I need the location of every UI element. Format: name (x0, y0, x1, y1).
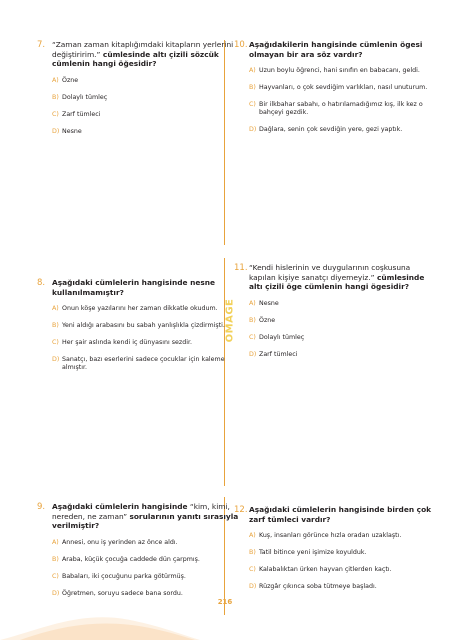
question-7 (37, 40, 242, 145)
option-c[interactable]: C) Kalabalıktan ürken hayvan çitlerden kaçtı. (249, 566, 392, 574)
stem-quote: “kim, kimi, nereden, ne zaman” (52, 502, 230, 521)
question-stem (249, 263, 439, 292)
option-a[interactable]: A) Uzun boylu öğrenci, hani sınıfın en babacanı, geldi. (249, 67, 420, 75)
option-a[interactable]: A) Nesne (249, 299, 279, 307)
option-b[interactable]: B) Yeni aldığı arabasını bu sabah yanlışlıkla çizdirmişti. (52, 322, 225, 330)
decorative-swirl (0, 600, 200, 640)
question-number: 11. (234, 263, 248, 273)
option-d[interactable]: D) Rüzgâr çıkınca soba tütmeye başladı. (249, 583, 377, 591)
question-number: 9. (37, 502, 46, 512)
option-c[interactable]: C) Bir ilkbahar sabahı, o hatırılamadığımız kış, ilk kez o bahçeyi gezdik. (249, 101, 423, 117)
option-c[interactable]: C) Dolaylı tümleç (249, 333, 305, 341)
stem-question: cümlesinde altı çizili sözcük cümlenin hangi öğesidir? (52, 49, 219, 69)
option-d[interactable]: D) Dağlara, senin çok sevdiğin yere, gezi yaptık. (249, 126, 403, 134)
question-stem (52, 278, 242, 297)
stem-question: Aşağıdaki cümlelerin hangisinde nesne kullanılmamıştır? (52, 278, 216, 297)
options-list (52, 305, 242, 372)
options-list (52, 77, 242, 136)
question-9 (37, 502, 242, 607)
stem-question-start: Aşağıdaki cümlelerin hangisinde (52, 502, 188, 511)
question-number: 10. (234, 40, 248, 50)
stem-quote: “Kendi hislerinin ve duygularının coşkusuna kapılan kişiye sanatçı diyemeyiz.” (249, 263, 411, 282)
watermark-text: OMAGE (224, 298, 236, 342)
page-number: 216 (217, 598, 233, 606)
option-a[interactable]: A) Kuş, insanları görünce hızla oradan uzaklaştı. (249, 532, 402, 540)
stem-question: Aşağıdakilerin hangisinde cümlenin ögesi olmayan bir ara söz vardır? (249, 40, 423, 59)
options-list (52, 539, 242, 598)
option-b[interactable]: B) Dolaylı tümleç (52, 93, 108, 101)
option-a[interactable]: A) Annesi, onu iş yerinden az önce aldı. (52, 538, 178, 546)
question-10 (234, 40, 439, 143)
question-12 (234, 505, 439, 600)
stem-quote: “Zaman zaman kitaplığımdaki kitapların yerlerini değiştiririm.” (52, 40, 234, 59)
options-list (249, 67, 439, 134)
option-d[interactable]: D) Sanatçı, bazı eserlerini sadece çocuklar için kaleme almıştır. (52, 356, 225, 372)
option-d[interactable]: D) Öğretmen, soruyu sadece bana sordu. (52, 589, 183, 597)
question-stem (249, 40, 439, 59)
stem-question: Aşağıdaki cümlelerin hangisinde birden çok zarf tümleci vardır? (249, 505, 432, 524)
options-list (249, 532, 439, 591)
option-c[interactable]: C) Zarf tümleci (52, 110, 101, 118)
option-b[interactable]: B) Araba, küçük çocuğa caddede dün çarpmış. (52, 555, 200, 563)
option-a[interactable]: A) Onun köşe yazılarını her zaman dikkatle okudum. (52, 305, 218, 313)
option-c[interactable]: C) Babaları, iki çocuğunu parka götürmüş. (52, 572, 186, 580)
stem-question-end: sorularının yanıtı sırasıyla verilmiştir? (52, 511, 239, 531)
stem-question: cümlesinde altı çizili öge cümlenin hangi ögesidir? (249, 272, 425, 292)
question-stem (52, 40, 242, 69)
option-a[interactable]: A) Özne (52, 76, 79, 84)
option-b[interactable]: B) Tatil bitince yeni işimize koyulduk. (249, 549, 367, 557)
question-stem (52, 502, 242, 531)
question-stem (249, 505, 439, 524)
question-number: 7. (37, 40, 46, 50)
options-list (249, 300, 439, 359)
option-d[interactable]: D) Nesne (52, 127, 82, 135)
question-number: 8. (37, 278, 46, 288)
option-b[interactable]: B) Hayvanları, o çok sevdiğim varlıkları, nasıl unuturum. (249, 84, 428, 92)
option-b[interactable]: B) Özne (249, 316, 276, 324)
option-c[interactable]: C) Her şair aslında kendi iç dünyasını sezdir. (52, 339, 192, 347)
question-8 (37, 278, 242, 381)
question-number: 12. (234, 505, 248, 515)
option-d[interactable]: D) Zarf tümleci (249, 350, 298, 358)
question-11 (234, 263, 439, 368)
